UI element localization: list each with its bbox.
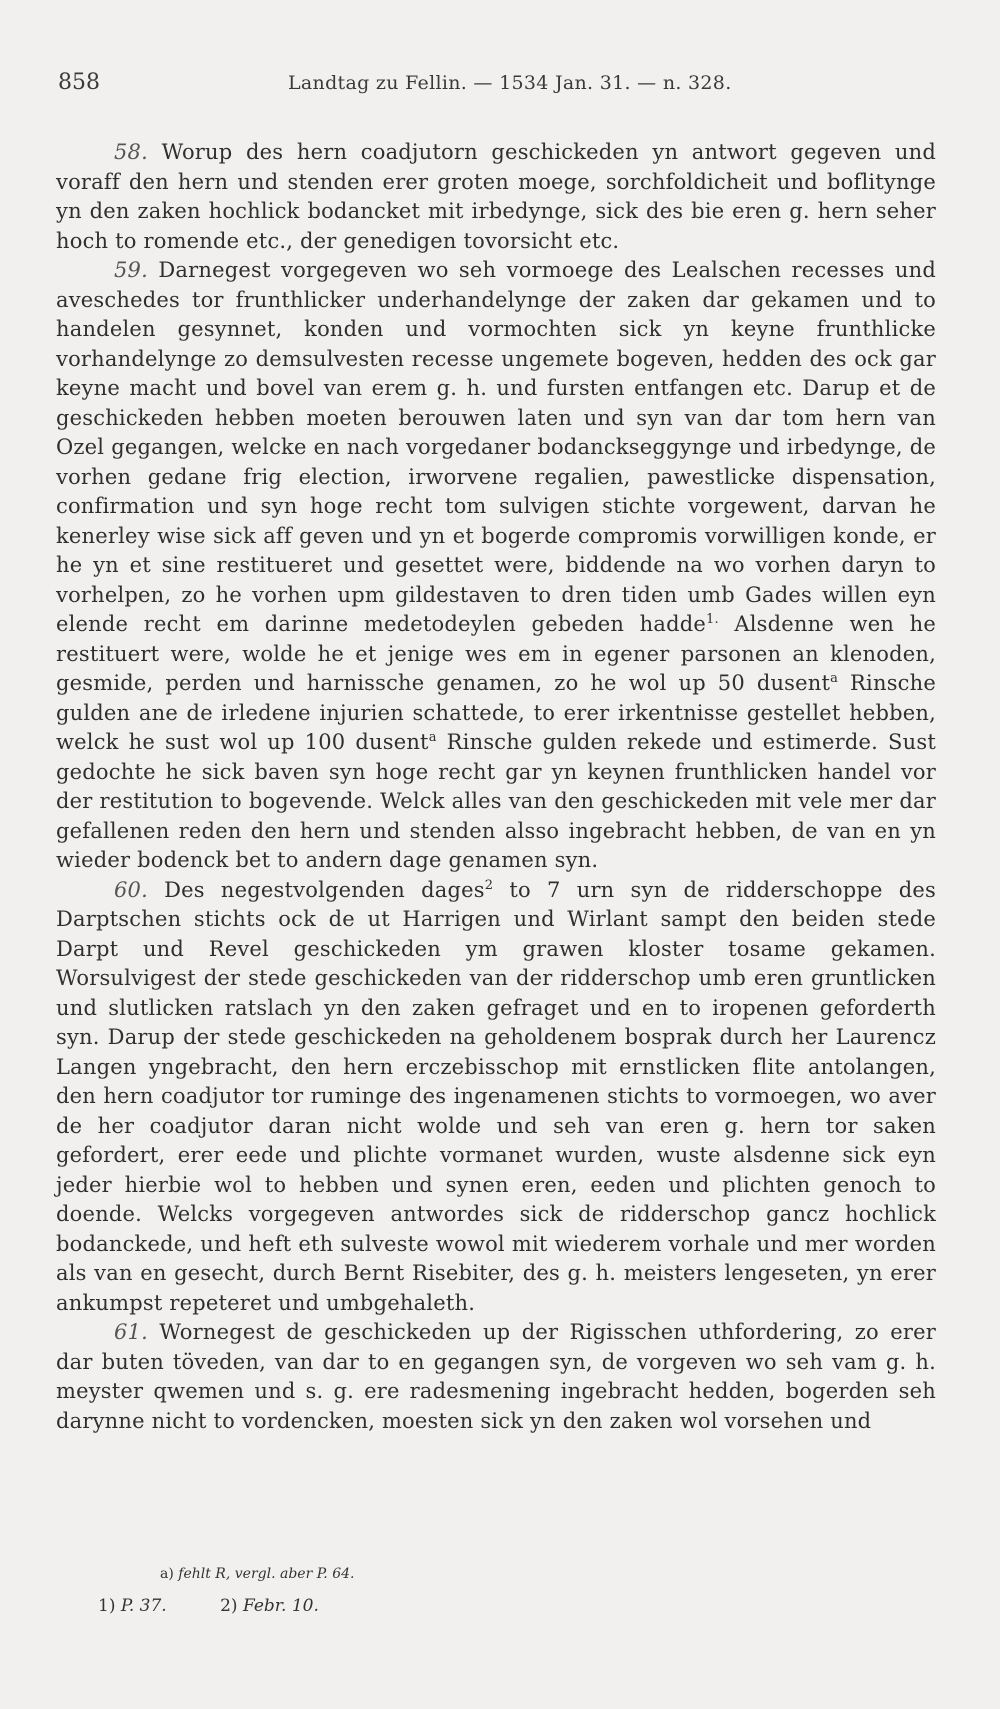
footnote-2-text: Febr. 10. <box>242 1596 319 1616</box>
paragraph-text: Wornegest de geschickeden up der Rigisschen uthfordering, zo erer dar buten töveden, van dar to en gegangen syn, de vorgeven wo seh vam g. h. meyster qwemen und s. g. ere radesmening ingebracht hedden, bogerden seh darynne nicht to vordencken, moesten sick yn den zaken wol vorsehen und <box>56 1320 936 1433</box>
paragraph-text: Darnegest vorgegeven wo seh vormoege des Lealschen recesses und aveschedes tor frunthlicker underhandelynge der zaken dar gekamen und to handelen gesynnet, konden und vormochten sick yn keyne frunthlicke vorhandelynge zo demsulvesten recesse ungemete bogeven, hedden des ock gar keyne macht und bovel van erem g. h. und fursten entfangen etc. Darup et de geschickeden hebben moeten berouwen laten und syn van dar tom hern van Ozel gegangen, welcke en nach vorgedaner bodanckseggynge und irbedynge, de vorhen gedane frig election, irworvene regalien, pawestlicke dispensation, confirmation und syn hoge recht tom sulvigen stichte vorgewent, darvan he kenerley wise sick aff geven und yn et bogerde compromis vorwilligen konde, er he yn et sine restitueret und gesettet were, biddende na wo vorhen daryn to vorhelpen, zo he vorhen upm gildestaven to dren tiden umb Gades willen eyn elende recht em darinne medetodeylen gebeden hadde <box>56 258 936 636</box>
footnote-ref-1: 1. <box>706 612 719 627</box>
paragraph-text: Des negestvolgenden dages <box>148 877 485 902</box>
footnote-a-text: fehlt R, vergl. aber P. 64. <box>178 1566 355 1582</box>
body-text <box>56 138 936 1436</box>
paragraph-60 <box>56 876 936 1319</box>
paragraph-number: 60. <box>114 877 148 902</box>
paragraph-text: Alsdenne wen he restituert were, wolde he et jenige wes em in egener parsonen an klenoden, gesmide, perden und harnissche genamen, zo he wol up 50 dusent <box>56 612 936 695</box>
footnote-a-mark: a) <box>160 1566 174 1582</box>
footnote-ref-a: a <box>830 671 839 686</box>
running-head: Landtag zu Fellin. — 1534 Jan. 31. — n. 328. <box>288 72 732 94</box>
paragraph-text: Rinsche gulden rekede und estimerde. Sust gedochte he sick baven syn hoge recht gar yn keynen frunthlicken handel vor der restitution to bogevende. Welck alles van den geschickeden mit vele mer dar gefallenen reden den hern und stenden alsso ingebracht hebben, de van en yn wieder bodenck bet to andern dage genamen syn. <box>56 730 936 872</box>
paragraph-59 <box>56 256 936 876</box>
paragraph-text: to 7 urn syn de ridderschoppe des Darptschen stichts ock de ut Harrigen und Wirlant sampt den beiden stede Darpt und Revel geschickeden ym grawen kloster tosame gekamen. Worsulvigest der stede geschickeden van der ridderschop umb eren gruntlicken und slutlicken ratslach yn den zaken gefraget und en to iropenen geforderth syn. Darup der stede geschickeden na geholdenem bosprak durch her Laurencz Langen yngebracht, den hern erczebisschop mit ernstlicken flite antolangen, den hern coadjutor tor ruminge des ingenamenen stichts to vormoegen, wo aver de her coadjutor daran nicht wolde und seh van eren g. hern tor saken gefordert, erer eede und plichte vormanet wurden, wuste alsdenne sick eyn jeder hierbie wol to hebben und synen eren, eeden und plichten genoch to doende. Welcks vorgegeven antwordes sick de ridderschop gancz hochlick bodanckede, und heft eth sulveste wowol mit wiederem vorhale und mer worden als van en gesecht, durch Bernt Risebiter, des g. h. meisters lengeseten, yn erer ankumpst repeteret und umbgehaleth. <box>56 877 936 1315</box>
footnote-ref-2: 2 <box>484 877 494 893</box>
footnote-1-text: P. 37. <box>120 1596 167 1616</box>
paragraph-text: Worup des hern coadjutorn geschickeden yn antwort gegeven und voraff den hern und stenden erer groten moege, sorchfoldicheit und boflitynge yn den zaken hochlick bodancket mit irbedynge, sick des bie eren g. hern seher hoch to romende etc., der genedigen tovorsicht etc. <box>56 140 936 253</box>
footnote-1 <box>98 1596 167 1616</box>
page-header <box>58 70 938 110</box>
paragraph-61 <box>56 1318 936 1436</box>
paragraph-text: Rinsche gulden ane de irledene injurien schattede, to erer irkentnisse gestellet hebben, welck he sust wol up 100 dusent <box>56 671 936 754</box>
page-number: 858 <box>58 70 100 95</box>
footnote-a <box>160 1566 354 1582</box>
footnote-2-mark: 2) <box>220 1596 238 1616</box>
paragraph-number: 59. <box>114 258 148 282</box>
paragraph-58 <box>56 138 936 256</box>
numbered-footnotes <box>98 1596 367 1616</box>
footnote-2 <box>220 1596 319 1616</box>
footnote-ref-a: a <box>428 730 437 745</box>
footnote-1-mark: 1) <box>98 1596 116 1616</box>
paragraph-number: 61. <box>114 1320 148 1344</box>
paragraph-number: 58. <box>114 140 148 164</box>
